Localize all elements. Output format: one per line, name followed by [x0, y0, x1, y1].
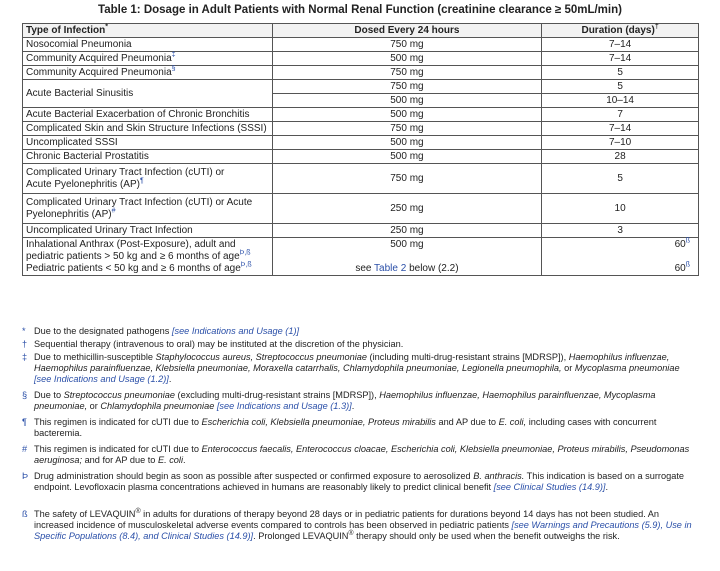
dose-cell: 750 mg	[272, 164, 542, 194]
dose-cell: 500 mg	[272, 108, 542, 122]
dose-cell: 500 mg	[272, 150, 542, 164]
duration-cell: 5	[542, 66, 699, 80]
table-row	[23, 108, 699, 122]
footnote-link[interactable]: [see Indications and Usage (1)]	[171, 326, 300, 336]
footnote: ¶ This regimen is indicated for cUTI due to Escherichia coli, Klebsiella pneumoniae, Proteus mirabilis and AP due to E. coli, including cases with concurrent bacteremia.	[22, 417, 657, 438]
table-row	[23, 80, 699, 94]
table-row	[23, 52, 699, 66]
duration-cell: 10	[542, 194, 699, 224]
infection-cell: Chronic Bacterial Prostatitis	[23, 150, 273, 164]
dose-cell: 750 mg	[272, 122, 542, 136]
footnote-link[interactable]: [see Indications and Usage (1.3)]	[214, 401, 352, 411]
duration-cell: 7	[542, 108, 699, 122]
dose-cell: 750 mg	[272, 66, 542, 80]
footnote: ‡ Due to methicillin-susceptible Staphylococcus aureus, Streptococcus pneumoniae (including multi-drug-resistant strains [MDRSP]), Haemophilus influenzae, Haemophilus parainfluenzae, Klebsiella pneumoniae, Moraxella catarrhalis, Chlamydophila pneumoniae, Legionella pneumophila, or Mycoplasma pneumoniae [see Indications and Usage (1.2)].	[22, 352, 680, 384]
duration-cell: 5	[542, 80, 699, 94]
dose-cell: 500 mg	[272, 136, 542, 150]
infection-cell: Inhalational Anthrax (Post-Exposure), adult and pediatric patients > 50 kg and ≥ 6 months of age$^{Þ,ß}$ Pediatric patients < 50 kg and ≥ 6 months of age$^{Þ,ß}$	[23, 238, 273, 276]
duration-cell: 7–14	[542, 38, 699, 52]
footnote: † Sequential therapy (intravenous to oral) may be instituted at the discretion of the physician.	[22, 339, 404, 349]
duration-cell: $60^ß$ $60^ß$	[542, 238, 699, 276]
duration-cell: 7–14	[542, 122, 699, 136]
header-duration: Duration (days)†	[542, 24, 699, 38]
footnote: Þ Drug administration should begin as soon as possible after suspected or confirmed exposure to aerosolized B. anthracis. This indication is based on a surrogate endpoint. Levofloxacin plasma concentrations achieved in humans are reasonably likely to predict clinical benefit [see Clinical Studies (14.9)].	[22, 471, 684, 492]
infection-cell: Acute Bacterial Sinusitis	[23, 80, 273, 108]
infection-cell: Complicated Skin and Skin Structure Infections (SSSI)	[23, 122, 273, 136]
table-title: Table 1: Dosage in Adult Patients with Normal Renal Function (creatinine clearance ≥ 50mL/min)	[98, 4, 622, 16]
infection-cell: Complicated Urinary Tract Infection (cUTI) or Acute Pyelonephritis (AP)#	[23, 194, 273, 224]
table-row	[23, 150, 699, 164]
dose-cell: 750 mg	[272, 80, 542, 94]
table-row	[23, 38, 699, 52]
footnote-link[interactable]: [see Warnings and Precautions (5.9), Use in Specific Populations (8.4), and Clinical Studies (14.9)]	[34, 520, 692, 541]
infection-cell: Uncomplicated SSSI	[23, 136, 273, 150]
dose-cell: 250 mg	[272, 194, 542, 224]
footnote: ß The safety of LEVAQUIN® in adults for durations of therapy beyond 28 days or in pediatric patients for durations beyond 14 days has not been studied. An increased incidence of musculoskeletal adverse events compared to controls has been observed in pediatric patients [see Warnings and Precautions (5.9), Use in Specific Populations (8.4), and Clinical Studies (14.9)]. Prolonged LEVAQUIN® therapy should only be used when the benefit outweighs the risk.	[22, 507, 692, 541]
duration-cell: 3	[542, 224, 699, 238]
footnote-link[interactable]: [see Clinical Studies (14.9)]	[493, 482, 606, 492]
infection-cell: Uncomplicated Urinary Tract Infection	[23, 224, 273, 238]
infection-cell: Acute Bacterial Exacerbation of Chronic Bronchitis	[23, 108, 273, 122]
dosage-table	[22, 23, 699, 276]
table-header-row	[23, 24, 699, 38]
duration-cell: 7–10	[542, 136, 699, 150]
duration-cell: 28	[542, 150, 699, 164]
header-type: Type of Infection*	[23, 24, 273, 38]
footnote: # This regimen is indicated for cUTI due to Enterococcus faecalis, Enterococcus cloacae, Escherichia coli, Klebsiella pneumoniae, Proteus mirabilis, Pseudomonas aeruginosa; and for AP due to E. coli.	[22, 444, 690, 465]
table-row	[23, 194, 699, 224]
footnote-link[interactable]: [see Indications and Usage (1.2)]	[34, 374, 169, 384]
table-row	[23, 66, 699, 80]
dose-cell: 500 mg	[272, 52, 542, 66]
duration-cell: 5	[542, 164, 699, 194]
table2-link[interactable]: Table 2	[374, 262, 407, 274]
infection-cell: Complicated Urinary Tract Infection (cUTI) or Acute Pyelonephritis (AP)¶	[23, 164, 273, 194]
infection-cell: Community Acquired Pneumonia‡	[23, 52, 273, 66]
table-row	[23, 238, 699, 276]
table-row	[23, 224, 699, 238]
dose-cell: 750 mg	[272, 38, 542, 52]
table-row	[23, 136, 699, 150]
infection-cell: Nosocomial Pneumonia	[23, 38, 273, 52]
table-row	[23, 122, 699, 136]
footnote: § Due to Streptococcus pneumoniae (excluding multi-drug-resistant strains [MDRSP]), Haemophilus influenzae, Haemophilus parainfluenzae, Mycoplasma pneumoniae, or Chlamydophila pneumoniae [see Indications and Usage (1.3)].	[22, 390, 656, 411]
infection-cell: Community Acquired Pneumonia§	[23, 66, 273, 80]
footnote: * Due to the designated pathogens [see Indications and Usage (1)]	[22, 326, 300, 336]
dose-cell: 500 mg see Table 2 below (2.2)	[272, 238, 542, 276]
header-dose: Dosed Every 24 hours	[272, 24, 542, 38]
duration-cell: 7–14	[542, 52, 699, 66]
duration-cell: 10–14	[542, 94, 699, 108]
dose-cell: 250 mg	[272, 224, 542, 238]
dose-cell: 500 mg	[272, 94, 542, 108]
table-row	[23, 164, 699, 194]
